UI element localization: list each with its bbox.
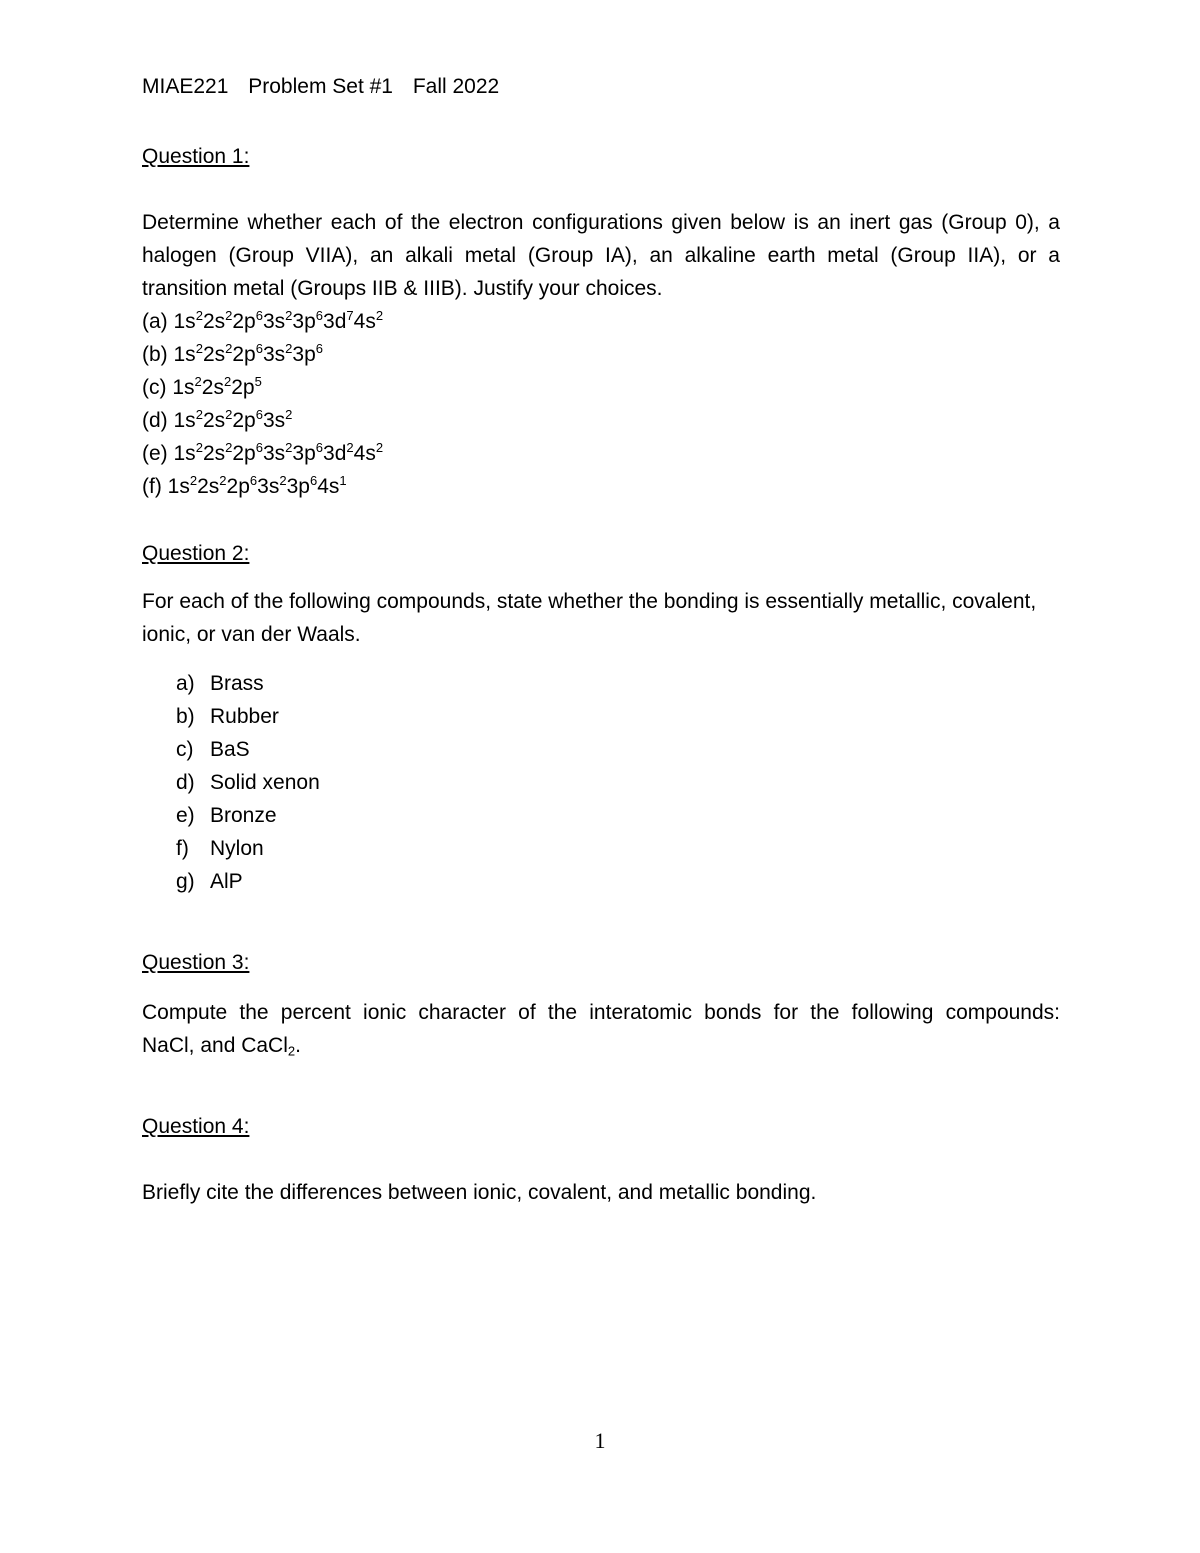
orbital: 2s	[202, 442, 226, 465]
course-code: MIAE221	[142, 75, 229, 98]
orbital: 2s	[202, 343, 226, 366]
electron-count: 2	[195, 407, 203, 423]
orbital: 2p	[226, 475, 250, 498]
orbital: 3p	[292, 442, 316, 465]
electron-count: 2	[194, 374, 202, 390]
orbital: 1s	[173, 310, 196, 333]
document-title: Problem Set #1	[248, 75, 393, 98]
orbital: 1s	[173, 343, 196, 366]
electron-count: 2	[189, 473, 198, 489]
orbital: 2p	[232, 409, 256, 432]
list-item	[142, 733, 1060, 766]
electron-count: 6	[249, 473, 258, 489]
orbital: 3s	[257, 475, 280, 498]
orbital: 3p	[292, 310, 316, 333]
orbital: 2p	[232, 442, 256, 465]
orbital: 2s	[201, 376, 224, 399]
question-1-title: Question 1:	[142, 145, 250, 168]
prompt-line: transition metal (Groups IIB & IIIB). Justify your choices.	[142, 277, 663, 300]
prompt-line: halogen (Group VIIA), an alkali metal (Group IA), an alkaline earth metal (Group IIA), or a	[142, 244, 1060, 267]
electron-count: 6	[309, 473, 318, 489]
item-text: Solid xenon	[210, 771, 320, 794]
item-text: Bronze	[210, 804, 277, 827]
item-label: b)	[176, 705, 195, 728]
orbital: 1s	[172, 376, 195, 399]
list-item	[142, 865, 1060, 898]
electron-count: 6	[315, 440, 324, 456]
electron-count: 2	[225, 308, 233, 324]
item-text: Rubber	[210, 705, 279, 728]
question-4-prompt: Briefly cite the differences between ionic, covalent, and metallic bonding.	[142, 1181, 817, 1204]
configuration-item	[142, 470, 1060, 503]
orbital: 1s	[173, 442, 196, 465]
item-label: (a)	[142, 310, 174, 333]
configuration-item	[142, 371, 1060, 404]
orbital: 4s	[353, 442, 376, 465]
item-text: Nylon	[210, 837, 264, 860]
item-text: AlP	[210, 870, 243, 893]
electron-count: 7	[346, 308, 354, 324]
punctuation: .	[295, 1034, 301, 1057]
electron-count: 2	[195, 308, 203, 324]
question-2-prompt	[142, 585, 1060, 651]
orbital: 2p	[232, 310, 256, 333]
prompt-line: ionic, or van der Waals.	[142, 623, 361, 646]
item-text: Brass	[210, 672, 264, 695]
question-3-title: Question 3:	[142, 951, 250, 974]
orbital: 3s	[262, 343, 286, 366]
electron-count: 6	[255, 341, 263, 357]
electron-count: 6	[315, 308, 324, 324]
item-label: f)	[176, 837, 189, 860]
prompt-line: Compute the percent ionic character of the interatomic bonds for the following compounds:	[142, 1001, 1060, 1024]
orbital: 2p	[231, 376, 255, 399]
electron-count: 2	[346, 440, 354, 456]
item-label: a)	[176, 672, 195, 695]
electron-count: 6	[255, 440, 263, 456]
electron-count: 6	[315, 341, 324, 357]
electron-count: 2	[219, 473, 227, 489]
question-3-prompt	[142, 996, 1060, 1062]
configuration-item	[142, 305, 1060, 338]
item-label: (c)	[142, 376, 173, 399]
electron-count: 2	[285, 341, 293, 357]
item-label: e)	[176, 804, 195, 827]
compound-list	[142, 667, 1060, 898]
term: Fall 2022	[412, 75, 500, 98]
orbital: 3d	[323, 310, 347, 333]
prompt-line: Determine whether each of the electron configurations given below is an inert gas (Group 0), a	[142, 211, 1060, 234]
electron-count: 2	[285, 308, 293, 324]
electron-count: 2	[225, 407, 233, 423]
electron-count: 5	[254, 374, 262, 390]
orbital: 1s	[167, 475, 190, 498]
electron-count: 2	[195, 440, 203, 456]
electron-count: 1	[339, 473, 347, 489]
prompt-line	[142, 1029, 1060, 1062]
orbital: 4s	[353, 310, 376, 333]
item-label: (d)	[142, 409, 174, 432]
document-header	[142, 70, 1060, 103]
list-item	[142, 766, 1060, 799]
electron-count: 2	[285, 440, 293, 456]
item-label: (b)	[142, 343, 174, 366]
configuration-item	[142, 404, 1060, 437]
compound-text: NaCl, and CaCl	[142, 1034, 288, 1057]
orbital: 3s	[262, 310, 286, 333]
electron-count: 6	[255, 308, 263, 324]
electron-count: 6	[255, 407, 263, 423]
list-item	[142, 700, 1060, 733]
orbital: 3s	[262, 442, 286, 465]
prompt-line: For each of the following compounds, state whether the bonding is essentially metallic, covalent,	[142, 590, 1037, 613]
orbital: 3d	[323, 442, 347, 465]
electron-count: 2	[223, 374, 232, 390]
item-label: d)	[176, 771, 195, 794]
electron-count: 2	[225, 440, 233, 456]
orbital: 3p	[292, 343, 316, 366]
item-label: g)	[176, 870, 195, 893]
orbital: 2s	[202, 310, 226, 333]
item-label: (f)	[142, 475, 168, 498]
electron-count: 2	[279, 473, 287, 489]
orbital: 4s	[317, 475, 340, 498]
orbital: 3p	[286, 475, 310, 498]
electron-count: 2	[285, 407, 293, 423]
question-2-title: Question 2:	[142, 542, 250, 565]
item-text: BaS	[210, 738, 250, 761]
orbital: 1s	[173, 409, 196, 432]
question-4-title: Question 4:	[142, 1115, 250, 1138]
orbital: 2s	[202, 409, 226, 432]
page-number: 1	[594, 1428, 606, 1453]
list-item	[142, 832, 1060, 865]
subscript: 2	[287, 1043, 296, 1059]
electron-count: 2	[225, 341, 233, 357]
electron-configuration-list	[142, 305, 1060, 503]
electron-count: 2	[195, 341, 203, 357]
orbital: 2s	[197, 475, 220, 498]
orbital: 3s	[262, 409, 286, 432]
item-label: (e)	[142, 442, 174, 465]
orbital: 2p	[232, 343, 256, 366]
list-item	[142, 799, 1060, 832]
question-1-prompt	[142, 206, 1060, 305]
electron-count: 2	[375, 440, 384, 456]
configuration-item	[142, 437, 1060, 470]
electron-count: 2	[375, 308, 384, 324]
configuration-item	[142, 338, 1060, 371]
item-label: c)	[176, 738, 194, 761]
list-item	[142, 667, 1060, 700]
